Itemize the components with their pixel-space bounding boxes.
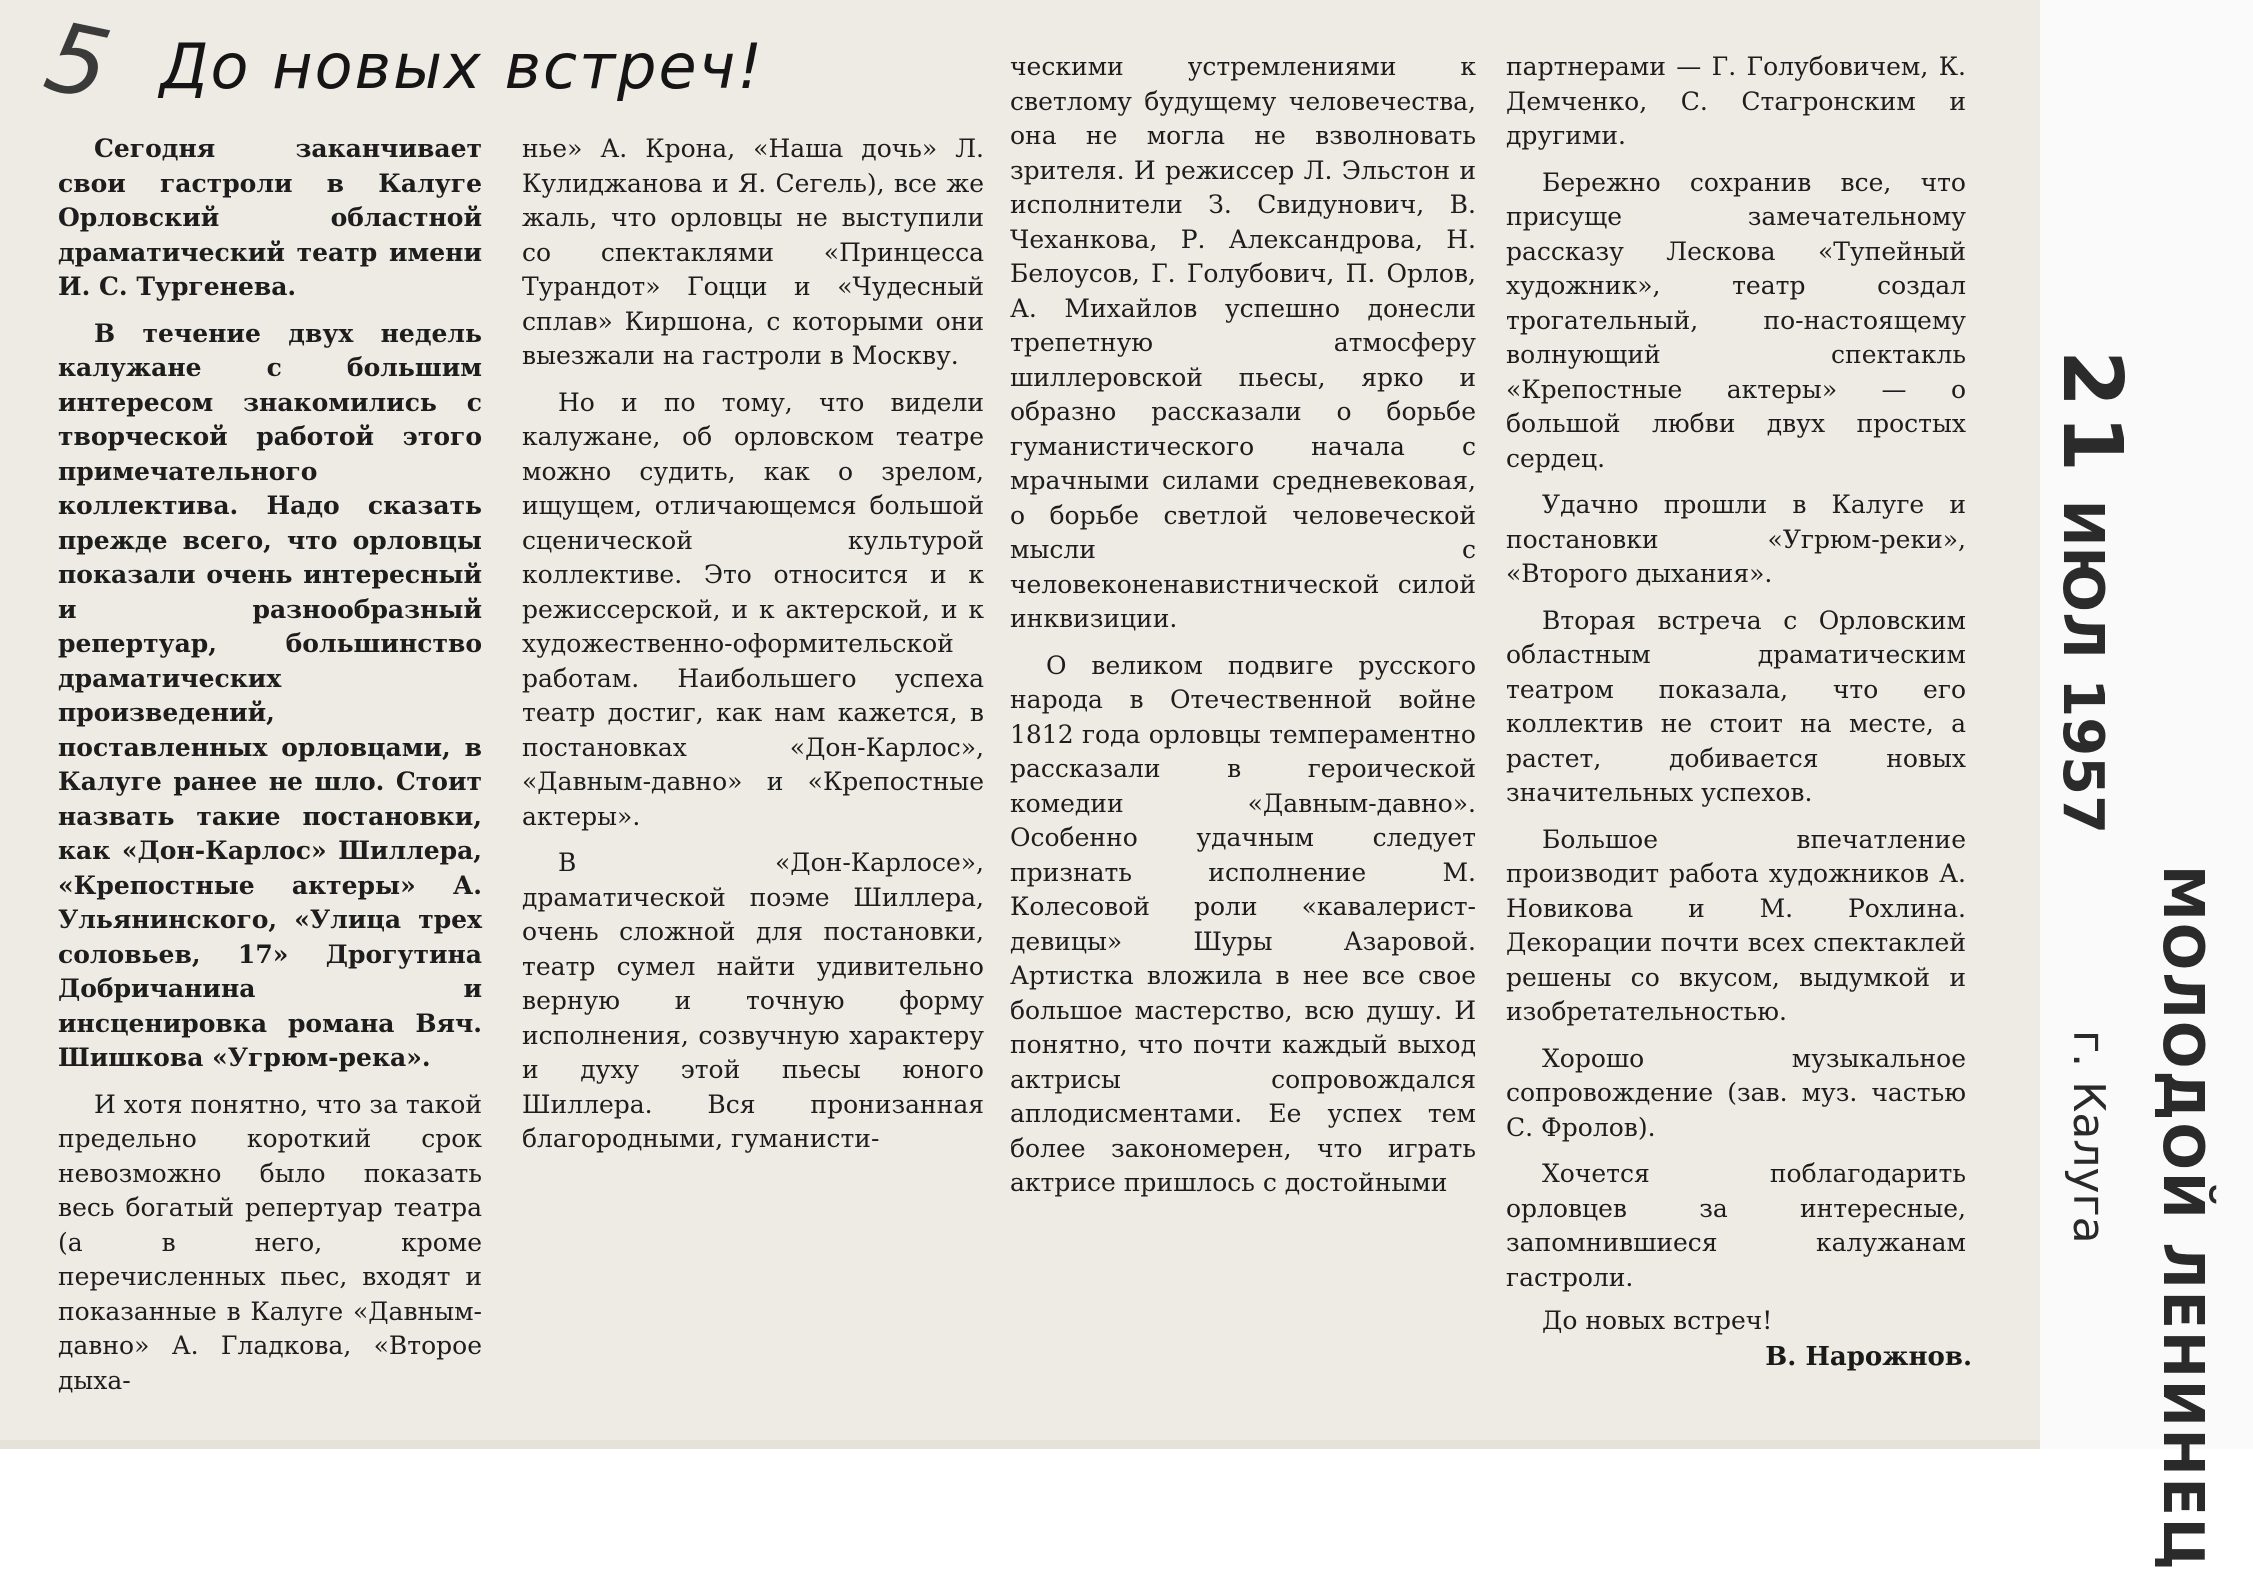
article-column-1	[58, 132, 482, 1395]
article-column-4	[1506, 50, 1966, 1374]
column-1-paragraph-2: В течение двух недель калужане с большим интересом знакомились с творческой работой этого примечательного коллектива. Надо сказать прежде всего, что орловцы показали очень интересный и разнообразный репертуар, большинство драматических произведений, поставленных орловцами, в Калуге ранее не шло. Стоит назвать такие постановки, как «Дон-Карлос» Шиллера, «Крепостные актеры» А. Ульянинского, «Улица трех соловьев, 17» Дрогутина Добричанина и инсценировка романа Вяч. Шишкова «Угрюм-река».	[58, 318, 482, 1072]
article-headline: До новых встреч!	[160, 30, 765, 103]
column-3-paragraph-2: О великом подвиге русского народа в Отечественной войне 1812 года орловцы темпераментно рассказали в героической комедии «Давным-давно». Особенно удачным следует признать исполнение М. Колесовой роли «кавалерист-девицы» Шуры Азаровой. Артистка вложила в нее все свое большое мастерство, всю душу. И понятно, что почти каждый выход актрисы сопровождался аплодисментами. Ее успех тем более закономерен, что играть актрисе пришлось с достойными	[1010, 650, 1476, 1197]
newspaper-name: МОЛОДОЙ ЛЕНИНЕЦ	[2150, 865, 2215, 1572]
date-stamp	[2044, 350, 2139, 835]
column-4-paragraph-1: партнерами — Г. Голубовичем, К. Демченко, С. Стагронским и другими.	[1506, 52, 1966, 150]
column-4-paragraph-3: Удачно прошли в Калуге и постановки «Угрюм-реки», «Второго дыхания».	[1506, 490, 1966, 588]
stamp-day: 21	[2044, 350, 2139, 481]
column-2-paragraph-1: нье» А. Крона, «Наша дочь» Л. Кулиджанова и Я. Сегель), все же жаль, что орловцы не выступили со спектаклями «Принцесса Турандот» Гоцци и «Чудесный сплав» Киршона, с которыми они выезжали на гастроли в Москву.	[522, 134, 984, 370]
column-4-paragraph-5: Большое впечатление производит работа художников А. Новикова и М. Рохлина. Декорации почти всех спектаклей решены со вкусом, выдумкой и изобретательностью.	[1506, 824, 1966, 1026]
article-column-2	[522, 132, 984, 1374]
closing-line: До новых встреч!	[1542, 1306, 1773, 1335]
column-2-paragraph-2: Но и по тому, что видели калужане, об орловском театре можно судить, как о зрелом, ищущем, отличающемся большой сценической культурой коллективе. Это относится и к режиссерской, и к актерской, и к художественно-оформительской работам. Наибольшего успеха театр достиг, как нам кажется, в постановках «Дон-Карлос», «Давным-давно» и «Крепостные актеры».	[522, 387, 984, 831]
clipping-bottom-edge	[0, 1440, 2040, 1449]
column-1-paragraph-1: Сегодня заканчивает свои гастроли в Калуге Орловский областной драматический театр имени И. С. Тургенева.	[58, 134, 482, 301]
column-4-paragraph-7: Хочется поблагодарить орловцев за интересные, запомнившиеся калужанам гастроли.	[1506, 1159, 1966, 1292]
column-3-paragraph-1: ческими устремлениями к светлому будущему человечества, она не могла не взволновать зрителя. И режиссер Л. Эльстон и исполнители З. Свидунович, В. Чеханкова, Р. Александрова, Н. Белоусов, Г. Голубович, П. Орлов, А. Михайлов успешно донесли трепетную атмосферу шиллеровской пьесы, ярко и образно рассказали о борьбе гуманистического начала с мрачными силами средневековая, о борьбе светлой человеческой мысли с человеконенавистнической силой инквизиции.	[1010, 52, 1476, 633]
column-4-paragraph-6: Хорошо музыкальное сопровождение (зав. муз. частью С. Фролов).	[1506, 1043, 1966, 1142]
handwritten-page-number: 5	[36, 0, 120, 123]
newspaper-city: г. Калуга	[2063, 1030, 2114, 1244]
column-1-paragraph-3: И хотя понятно, что за такой предельно короткий срок невозможно было показать весь богатый репертуар театра (а в него, кроме перечисленных пьес, входят и показанные в Калуге «Давным-давно» А. Гладкова, «Второе дыха-	[58, 1089, 482, 1395]
stamp-month-year: ИЮЛ 1957	[2050, 499, 2115, 835]
article-column-3	[1010, 50, 1476, 1374]
column-4-paragraph-2: Бережно сохранив все, что присуще замечательному рассказу Лескова «Тупейный художник», театр создал трогательный, по-настоящему волнующий спектакль «Крепостные актеры» — о большой любви двух простых сердец.	[1506, 167, 1966, 473]
column-2-paragraph-3: В «Дон-Карлосе», драматической поэме Шиллера, очень сложной для постановки, театр сумел найти удивительно верную и точную форму исполнения, созвучную характеру и духу этой пьесы юного Шиллера. Вся пронизанная благородными, гуманисти-	[522, 848, 984, 1153]
column-4-paragraph-4: Вторая встреча с Орловским областным драматическим театром показала, что его коллектив не стоит на месте, а растет, добивается новых значительных успехов.	[1506, 605, 1966, 807]
author-signature: В. Нарожнов.	[1765, 1342, 1972, 1372]
